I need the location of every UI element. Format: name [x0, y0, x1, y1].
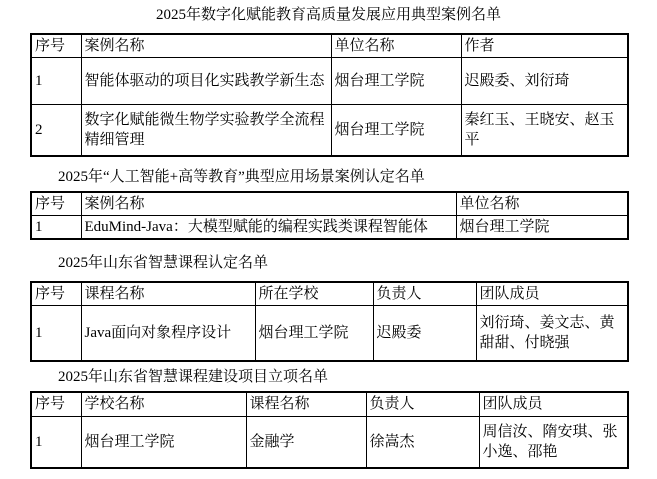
table-row: [31, 105, 628, 156]
header-seq: 序号: [31, 282, 81, 306]
table-header-row: [31, 192, 628, 216]
header-team-members: 团队成员: [479, 392, 628, 416]
header-seq: 序号: [31, 192, 81, 216]
document-page: [0, 6, 657, 469]
cell-leader: 徐嵩杰: [366, 416, 479, 468]
header-team-members: 团队成员: [476, 282, 628, 306]
section-3-table: [30, 281, 629, 363]
header-unit-name: 单位名称: [456, 192, 628, 216]
header-course-name: 课程名称: [81, 282, 255, 306]
cell-team-members: 刘衍琦、姜文志、黄甜甜、付晓强: [476, 305, 628, 361]
header-leader: 负责人: [373, 282, 476, 306]
header-school-name: 学校名称: [81, 392, 246, 416]
header-school: 所在学校: [255, 282, 373, 306]
cell-unit-name: 烟台理工学院: [456, 215, 628, 239]
cell-team-members: 周信汝、隋安琪、张小逸、邵艳: [479, 416, 628, 468]
cell-seq: 1: [31, 416, 81, 468]
header-author: 作者: [461, 34, 628, 58]
table-header-row: [31, 282, 628, 306]
table-row: [31, 305, 628, 361]
cell-course-name: Java面向对象程序设计: [81, 305, 255, 361]
cell-seq: 2: [31, 105, 81, 156]
section-3-title: 2025年山东省智慧课程认定名单: [58, 254, 269, 271]
cell-leader: 迟殿委: [373, 305, 476, 361]
cell-school: 烟台理工学院: [255, 305, 373, 361]
cell-school-name: 烟台理工学院: [81, 416, 246, 468]
section-2-title: 2025年“人工智能+高等教育”典型应用场景案例认定名单: [58, 168, 425, 185]
cell-case-name: 智能体驱动的项目化实践教学新生态: [81, 58, 331, 105]
table-header-row: [31, 392, 628, 416]
header-seq: 序号: [31, 34, 81, 58]
cell-case-name: 数字化赋能微生物学实验教学全流程精细管理: [81, 105, 331, 156]
section-1-table: [30, 33, 629, 157]
cell-seq: 1: [31, 305, 81, 361]
header-course-name: 课程名称: [246, 392, 366, 416]
table-row: [31, 58, 628, 105]
section-2-table: [30, 191, 629, 240]
cell-seq: 1: [31, 58, 81, 105]
section-4-table: [30, 391, 629, 469]
cell-course-name: 金融学: [246, 416, 366, 468]
table-header-row: [31, 34, 628, 58]
cell-unit-name: 烟台理工学院: [331, 58, 461, 105]
header-case-name: 案例名称: [81, 34, 331, 58]
section-1-title: 2025年数字化赋能教育高质量发展应用典型案例名单: [155, 7, 501, 23]
header-leader: 负责人: [366, 392, 479, 416]
header-seq: 序号: [31, 392, 81, 416]
table-row: [31, 215, 628, 239]
cell-case-name: EduMind-Java：大模型赋能的编程实践类课程智能体: [81, 215, 456, 239]
header-unit-name: 单位名称: [331, 34, 461, 58]
header-case-name: 案例名称: [81, 192, 456, 216]
cell-seq: 1: [31, 215, 81, 239]
cell-author: 秦红玉、王晓安、赵玉平: [461, 105, 628, 156]
cell-author: 迟殿委、刘衍琦: [461, 58, 628, 105]
cell-unit-name: 烟台理工学院: [331, 105, 461, 156]
table-row: [31, 416, 628, 468]
section-4-title: 2025年山东省智慧课程建设项目立项名单: [58, 369, 329, 385]
